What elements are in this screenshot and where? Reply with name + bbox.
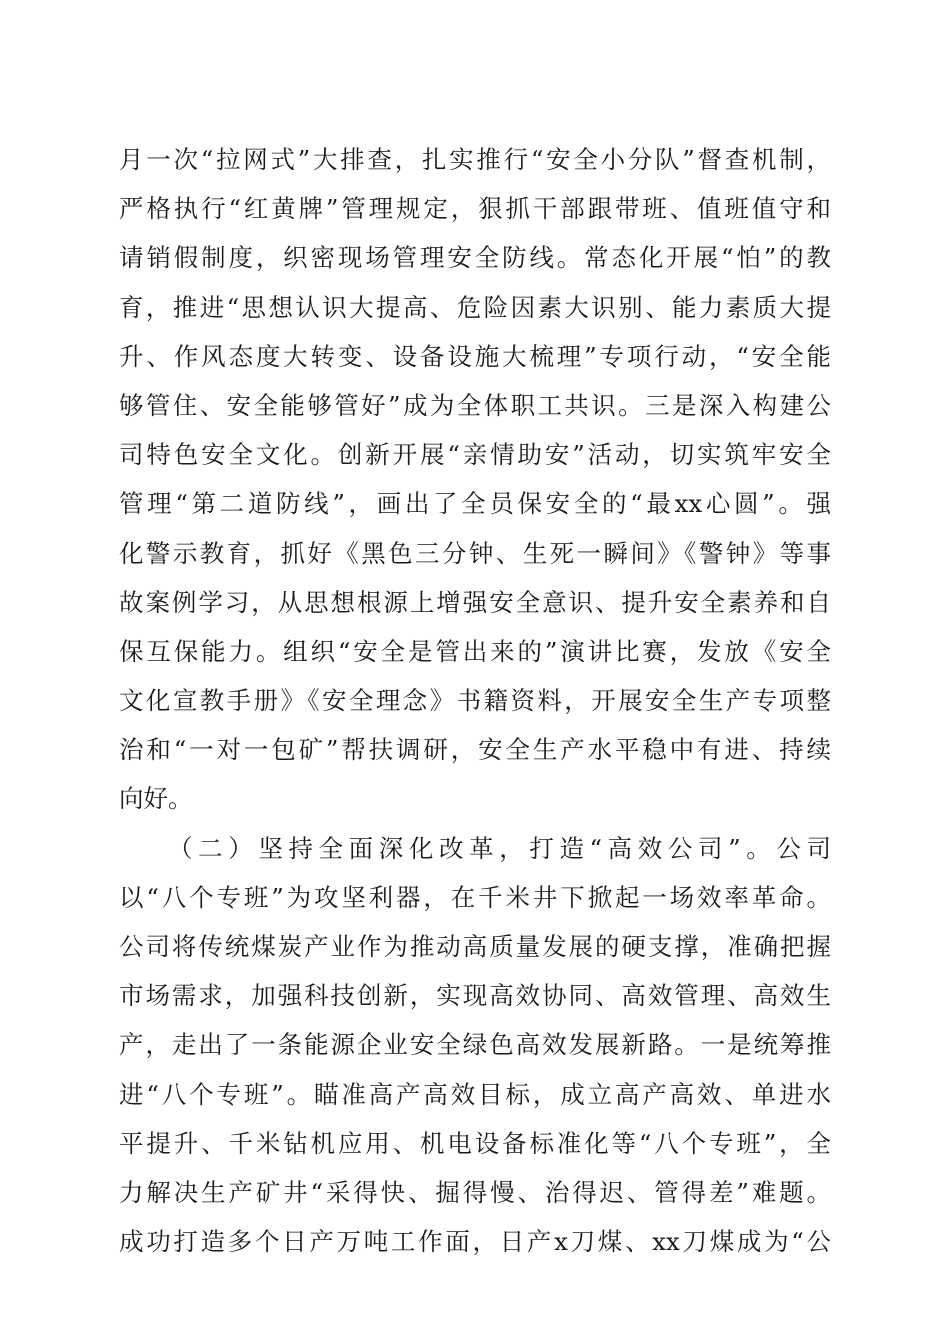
- section-heading-line: （二）坚持全面深化改革，打造“高效公司”。公司: [168, 833, 831, 863]
- text-line: 产，走出了一条能源企业安全绿色高效发展新路。一是统筹推: [119, 1030, 831, 1060]
- text-line: 请销假制度，织密现场管理安全防线。常态化开展“怕”的教: [119, 243, 831, 273]
- text-line: 成功打造多个日产万吨工作面，日产x刀煤、xx刀煤成为“公: [119, 1227, 831, 1257]
- text-line: 严格执行“红黄牌”管理规定，狠抓干部跟带班、值班值守和: [119, 194, 831, 224]
- text-line: 治和“一对一包矿”帮扶调研，安全生产水平稳中有进、持续: [119, 735, 831, 765]
- text-line: 进“八个专班”。瞄准高产高效目标，成立高产高效、单进水: [119, 1079, 831, 1109]
- text-line: 故案例学习，从思想根源上增强安全意识、提升安全素养和自: [119, 587, 831, 617]
- text-line: 公司将传统煤炭产业作为推动高质量发展的硬支撑，准确把握: [119, 932, 831, 961]
- text-line: 文化宣教手册》《安全理念》书籍资料，开展安全生产专项整: [119, 686, 831, 716]
- text-line: 保互保能力。组织“安全是管出来的”演讲比赛，发放《安全: [119, 636, 831, 666]
- text-line: 升、作风态度大转变、设备设施大梳理”专项行动，“安全能: [119, 341, 831, 371]
- text-line: 司特色安全文化。创新开展“亲情助安”活动，切实筑牢安全: [119, 440, 831, 470]
- text-line: 力解决生产矿井“采得快、掘得慢、治得迟、管得差”难题。: [119, 1177, 831, 1207]
- text-line: 够管住、安全能够管好”成为全体职工共识。三是深入构建公: [119, 390, 831, 420]
- text-line: 以“八个专班”为攻坚利器，在千米井下掀起一场效率革命。: [119, 882, 831, 912]
- text-line: 平提升、千米钻机应用、机电设备标准化等“八个专班”，全: [119, 1128, 831, 1158]
- text-line: 向好。: [119, 784, 193, 814]
- text-line: 育，推进“思想认识大提高、危险因素大识别、能力素质大提: [119, 292, 831, 322]
- text-line: 化警示教育，抓好《黑色三分钟、生死一瞬间》《警钟》等事: [119, 538, 831, 568]
- text-line: 市场需求，加强科技创新，实现高效协同、高效管理、高效生: [119, 981, 831, 1011]
- text-line: 管理“第二道防线”，画出了全员保安全的“最xx心圆”。强: [119, 489, 831, 519]
- text-line: 月一次“拉网式”大排查，扎实推行“安全小分队”督查机制，: [119, 145, 831, 174]
- body-text: [119, 135, 831, 1266]
